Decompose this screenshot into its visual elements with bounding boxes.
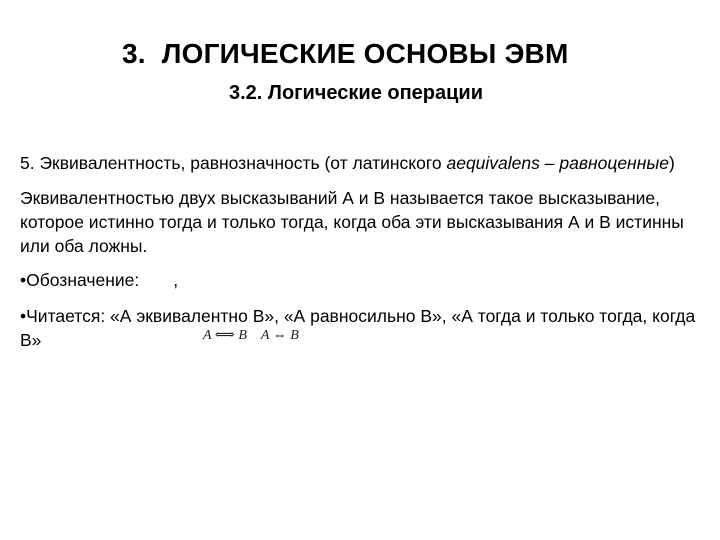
reads-line (20, 304, 700, 352)
latin-term: aequivalens (446, 153, 540, 173)
title-number: 3. (122, 38, 146, 69)
item-5-prefix: 5. Эквивалентность, равнозначность (от латинского (20, 153, 447, 173)
notation-label: Обозначение: (26, 270, 140, 290)
reads-text: Читается: «А эквивалентно В», «А равносильно В», «А тогда и только тогда, когда В» (20, 306, 696, 350)
slide-body (20, 151, 700, 364)
item-5-heading (20, 151, 700, 175)
item-5-close: ) (668, 153, 675, 173)
bullet-icon: • (20, 270, 27, 290)
slide-subtitle: 3.2. Логические операции (229, 82, 484, 104)
title-text: ЛОГИЧЕСКИЕ ОСНОВЫ ЭВМ (161, 38, 569, 69)
bullet-icon: • (20, 306, 27, 326)
definition-paragraph: Эквивалентностью двух высказываний А и В называется такое высказывание, которое истинно тогда и только тогда, когда оба эти высказывания А и В истинны или оба ложны. (20, 188, 684, 256)
item-5-dash: – (539, 153, 560, 173)
equivalence-formula-long-arrow: A ⟺ B (203, 328, 247, 343)
equivalence-formula-double-arrow: A ⇔ B (260, 328, 299, 343)
notation-separator: , (173, 270, 179, 290)
latin-translation: равноценные (559, 153, 669, 173)
notation-formulas (203, 327, 299, 344)
slide-title (122, 38, 569, 70)
notation-line (20, 268, 700, 292)
